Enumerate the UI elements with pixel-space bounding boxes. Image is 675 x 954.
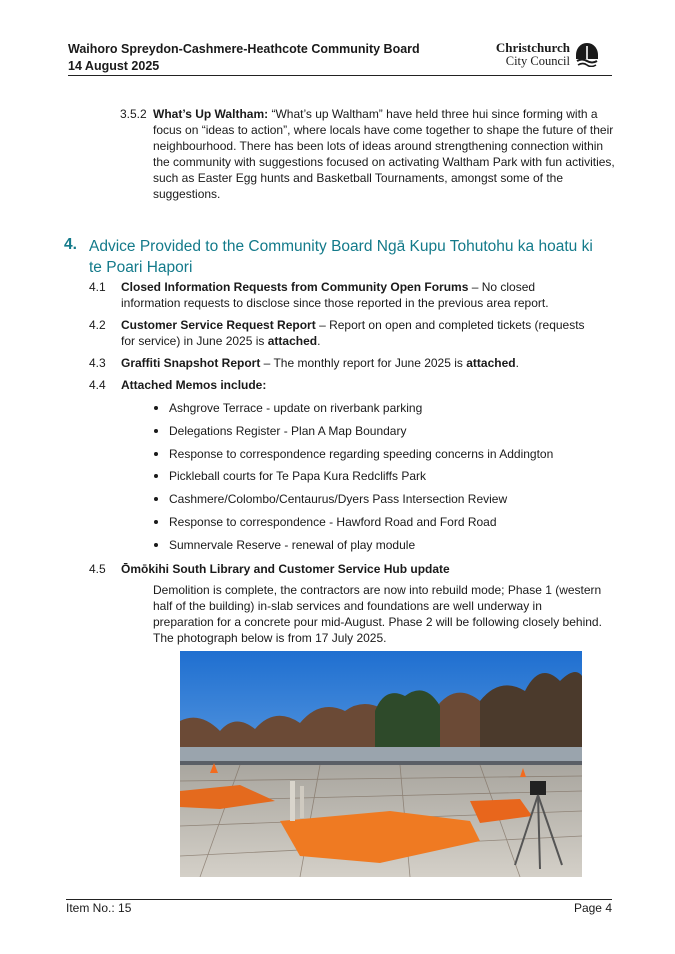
logo-line1: Christchurch — [495, 40, 570, 55]
item-number-footer: Item No.: 15 — [66, 901, 132, 915]
item-text: – No closed information requests to disclose since those reported in the previous area report. — [121, 280, 549, 310]
item-number: 4.2 — [89, 318, 106, 332]
item-number: 4.1 — [89, 280, 106, 294]
header-divider — [68, 75, 612, 76]
paragraph-whats-up-waltham — [153, 106, 615, 202]
footer-divider — [66, 899, 612, 900]
item-heading: What’s Up Waltham: — [153, 107, 269, 121]
item-heading: Graffiti Snapshot Report — [121, 356, 261, 370]
attached-label: attached — [267, 334, 318, 348]
list-item: Ashgrove Terrace - update on riverbank parking — [150, 400, 553, 423]
item-number: 4.3 — [89, 356, 106, 370]
paragraph-closed-information-requests — [121, 279, 591, 311]
item-heading: Ōmōkihi South Library and Customer Service Hub update — [121, 562, 450, 576]
item-text: – Report on open and completed tickets (requests for service) in June 2025 is — [121, 318, 585, 348]
item-heading: Closed Information Requests from Community Open Forums — [121, 280, 469, 294]
paragraph-graffiti-snapshot-report — [121, 355, 601, 371]
paragraph-library-update: Demolition is complete, the contractors are now into rebuild mode; Phase 1 (western half of the building) in-slab services and foundations are well underway in preparation for a concrete pour mid-August. Phase 2 will be following closely behind. The photograph below is from 17 July 2025. — [153, 583, 602, 645]
christchurch-city-council-logo-icon — [574, 41, 600, 67]
attached-memos-list — [150, 400, 553, 560]
paragraph-customer-service-request-report — [121, 317, 593, 349]
page-number: Page 4 — [573, 901, 612, 915]
item-text: – The monthly report for June 2025 is — [260, 356, 467, 370]
sentence-end: . — [515, 356, 519, 370]
board-name: Waihoro Spreydon-Cashmere-Heathcote Community Board — [68, 42, 420, 56]
section-number: 4. — [64, 236, 77, 253]
sentence-end: . — [317, 334, 321, 348]
list-item: Response to correspondence regarding speeding concerns in Addington — [150, 446, 553, 469]
list-item: Delegations Register - Plan A Map Boundary — [150, 423, 553, 446]
meeting-date: 14 August 2025 — [68, 59, 160, 73]
item-number: 4.5 — [89, 562, 106, 576]
construction-site-photo — [180, 651, 582, 877]
list-item: Sumnervale Reserve - renewal of play module — [150, 537, 553, 560]
logo-line2: City Council — [505, 54, 570, 68]
list-item: Response to correspondence - Hawford Road and Ford Road — [150, 514, 553, 537]
item-number: 3.5.2 — [120, 107, 147, 121]
list-item: Cashmere/Colombo/Centaurus/Dyers Pass Intersection Review — [150, 491, 553, 514]
list-item: Pickleball courts for Te Papa Kura Redcliffs Park — [150, 468, 553, 491]
item-text: “What’s up Waltham” have held three hui since forming with a focus on “ideas to action”, where locals have come together to shape the future of their neighbourhood. There has been lots of ideas around strengthening connection within the community with suggestions focused on activating Waltham Park with fun activities, such as Easter Egg hunts and Basketball Tournaments, amongst some of the suggestions. — [153, 107, 615, 201]
council-logo — [495, 40, 600, 69]
section-heading: Advice Provided to the Community Board Ngā Kupu Tohutohu ka hoatu ki te Poari Hapori — [89, 238, 593, 276]
document-header — [68, 41, 420, 75]
item-heading: Attached Memos include: — [121, 378, 267, 392]
item-heading: Customer Service Request Report — [121, 318, 316, 332]
item-number: 4.4 — [89, 378, 106, 392]
attached-label: attached — [466, 356, 516, 370]
